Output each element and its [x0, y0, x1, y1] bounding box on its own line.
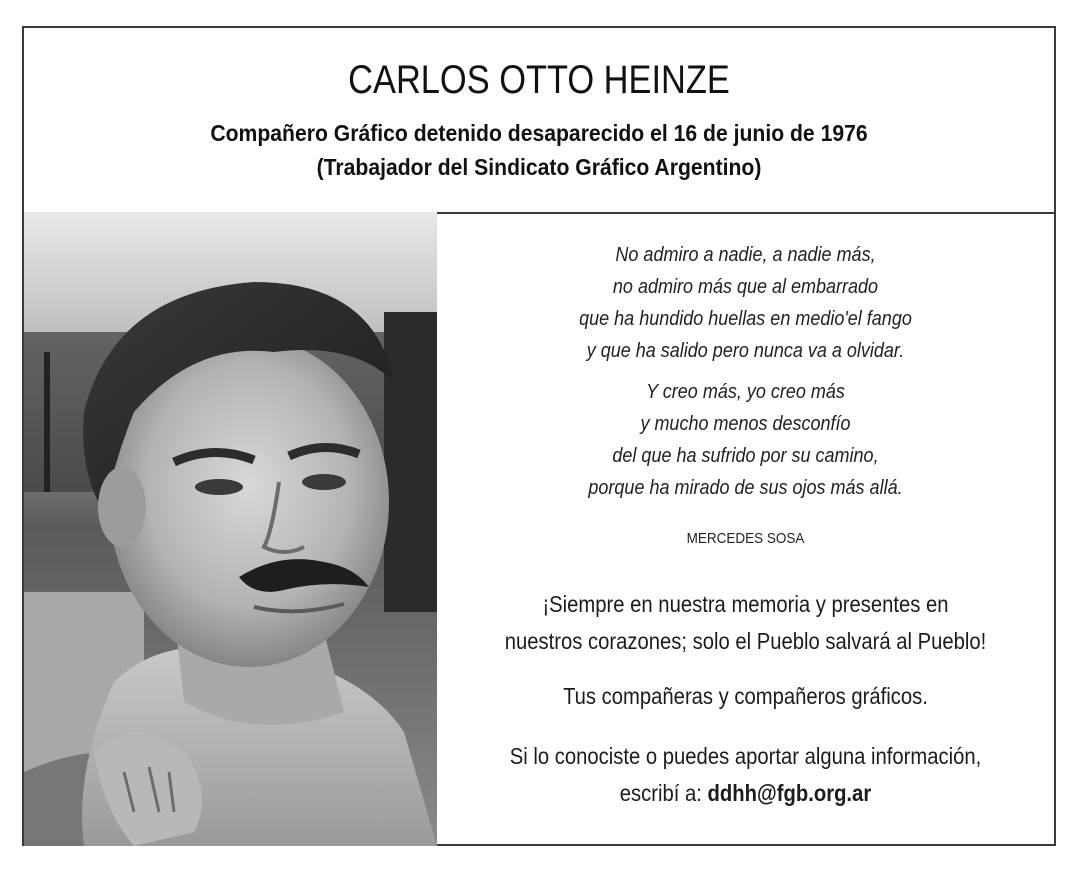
- contact-line: [474, 775, 1017, 812]
- signature-line: Tus compañeras y compañeros gráficos.: [563, 683, 928, 709]
- memory-line: ¡Siempre en nuestra memoria y presentes en: [542, 591, 949, 617]
- memory-message: [474, 586, 1017, 660]
- poem-line: que ha hundido huellas en medio'el fango: [579, 308, 912, 330]
- tribute-text: [437, 212, 1054, 844]
- poem-line: y mucho menos desconfío: [640, 413, 851, 435]
- memory-line: nuestros corazones; solo el Pueblo salvará al Pueblo!: [504, 628, 987, 654]
- poem-author: MERCEDES SOSA: [686, 530, 805, 547]
- poem-line: del que ha sufrido por su camino,: [612, 445, 879, 467]
- contact-message: [474, 738, 1017, 812]
- poem-line: Y creo más, yo creo más: [646, 381, 845, 403]
- person-name: CARLOS OTTO HEINZE: [348, 58, 730, 102]
- poem-line: porque ha mirado de sus ojos más allá.: [588, 477, 903, 499]
- poem-line: No admiro a nadie, a nadie más,: [615, 244, 876, 266]
- poem-stanza-1: [468, 239, 1023, 367]
- contact-line: Si lo conociste o puedes aportar alguna información,: [509, 743, 982, 769]
- portrait-photo: [24, 212, 437, 846]
- poem-stanza-2: [468, 376, 1023, 504]
- memorial-notice: [22, 26, 1056, 846]
- notice-header: [24, 28, 1054, 214]
- poem-line: no admiro más que al embarrado: [612, 276, 879, 298]
- contact-prefix: escribí a:: [619, 780, 708, 806]
- subtitle-detention: Compañero Gráfico detenido desaparecido el 16 de junio de 1976: [210, 120, 868, 146]
- poem-line: y que ha salido pero nunca va a olvidar.: [586, 340, 905, 362]
- contact-email[interactable]: ddhh@fgb.org.ar: [707, 780, 872, 806]
- subtitle-union: (Trabajador del Sindicato Gráfico Argentino): [316, 154, 762, 180]
